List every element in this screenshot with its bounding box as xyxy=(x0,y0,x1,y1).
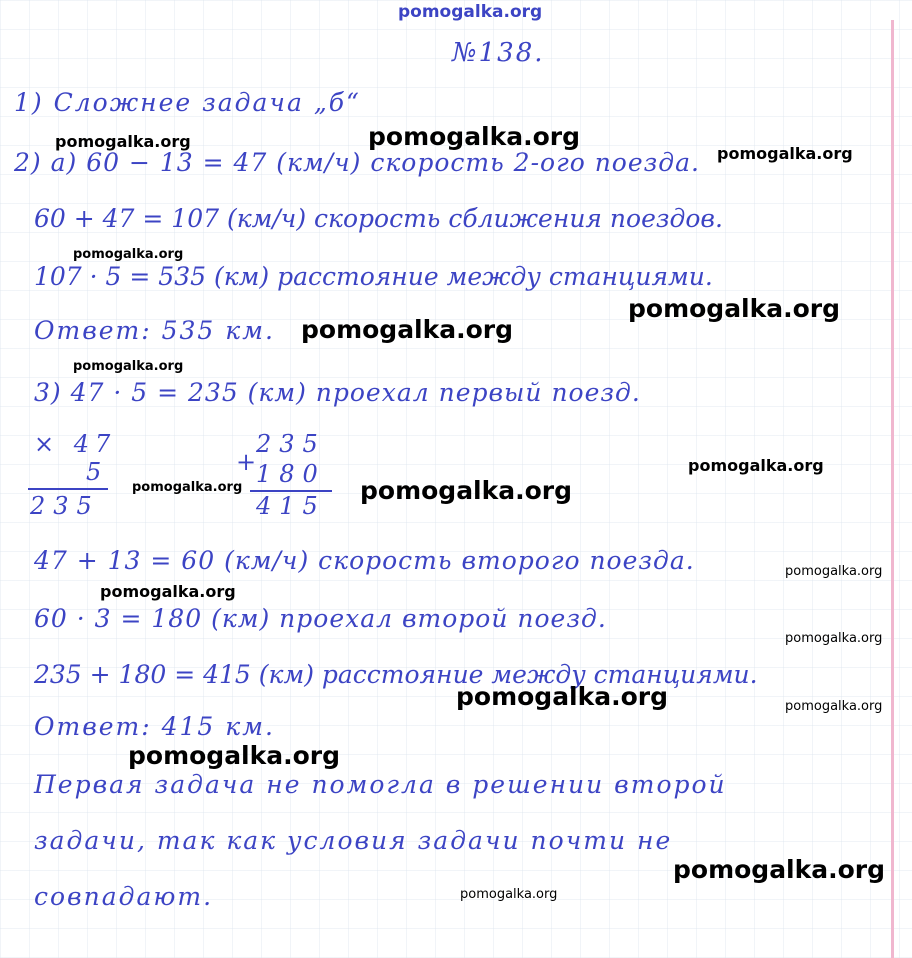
mult-first: × 47 xyxy=(34,430,117,458)
line-11: Первая задача не помогла в решении второй xyxy=(34,770,727,799)
line-12: задачи, так как условия задачи почти не xyxy=(34,826,673,855)
watermark: pomogalka.org xyxy=(100,582,236,601)
problem-number: №138. xyxy=(452,38,545,68)
add-plus: + xyxy=(236,448,259,476)
mult-rule xyxy=(28,488,108,490)
watermark: pomogalka.org xyxy=(673,855,886,884)
watermark: pomogalka.org xyxy=(132,480,243,495)
line-7: 47 + 13 = 60 (км/ч) скорость второго поезда. xyxy=(34,546,695,575)
add-first: 235 xyxy=(256,430,326,458)
line-13: совпадают. xyxy=(34,882,214,911)
watermark: pomogalka.org xyxy=(785,699,883,714)
add-result: 415 xyxy=(256,492,326,520)
watermark: pomogalka.org xyxy=(460,887,558,902)
watermark: pomogalka.org xyxy=(785,564,883,579)
watermark: pomogalka.org xyxy=(128,741,341,770)
line-8: 60 · 3 = 180 (км) проехал второй поезд. xyxy=(34,604,607,633)
watermark: pomogalka.org xyxy=(368,122,581,151)
watermark: pomogalka.org xyxy=(360,476,573,505)
line-2: 2) а) 60 − 13 = 47 (км/ч) скорость 2-ого поезда. xyxy=(14,148,700,177)
mult-result: 235 xyxy=(30,492,100,520)
watermark: pomogalka.org xyxy=(55,132,191,151)
watermark: pomogalka.org xyxy=(717,144,853,163)
line-4: 107 · 5 = 535 (км) расстояние между станциями. xyxy=(34,262,713,291)
line-10: Ответ: 415 км. xyxy=(34,712,275,741)
watermark: pomogalka.org xyxy=(688,456,824,475)
line-1: 1) Сложнее задача „б“ xyxy=(14,88,361,117)
watermark: pomogalka.org xyxy=(301,315,514,344)
line-5: Ответ: 535 км. xyxy=(34,316,275,345)
line-3: 60 + 47 = 107 (км/ч) скорость сближения поездов. xyxy=(34,204,723,233)
watermark: pomogalka.org xyxy=(628,294,841,323)
site-link[interactable]: pomogalka.org xyxy=(398,2,543,22)
watermark: pomogalka.org xyxy=(785,631,883,646)
line-9: 235 + 180 = 415 (км) расстояние между станциями. xyxy=(34,660,758,689)
add-second: 180 xyxy=(256,460,326,488)
mult-second: 5 xyxy=(86,458,104,486)
watermark: pomogalka.org xyxy=(73,247,184,262)
watermark: pomogalka.org xyxy=(73,359,184,374)
margin-line xyxy=(891,20,894,958)
watermark: pomogalka.org xyxy=(456,682,669,711)
line-6: 3) 47 · 5 = 235 (км) проехал первый поезд. xyxy=(34,378,641,407)
